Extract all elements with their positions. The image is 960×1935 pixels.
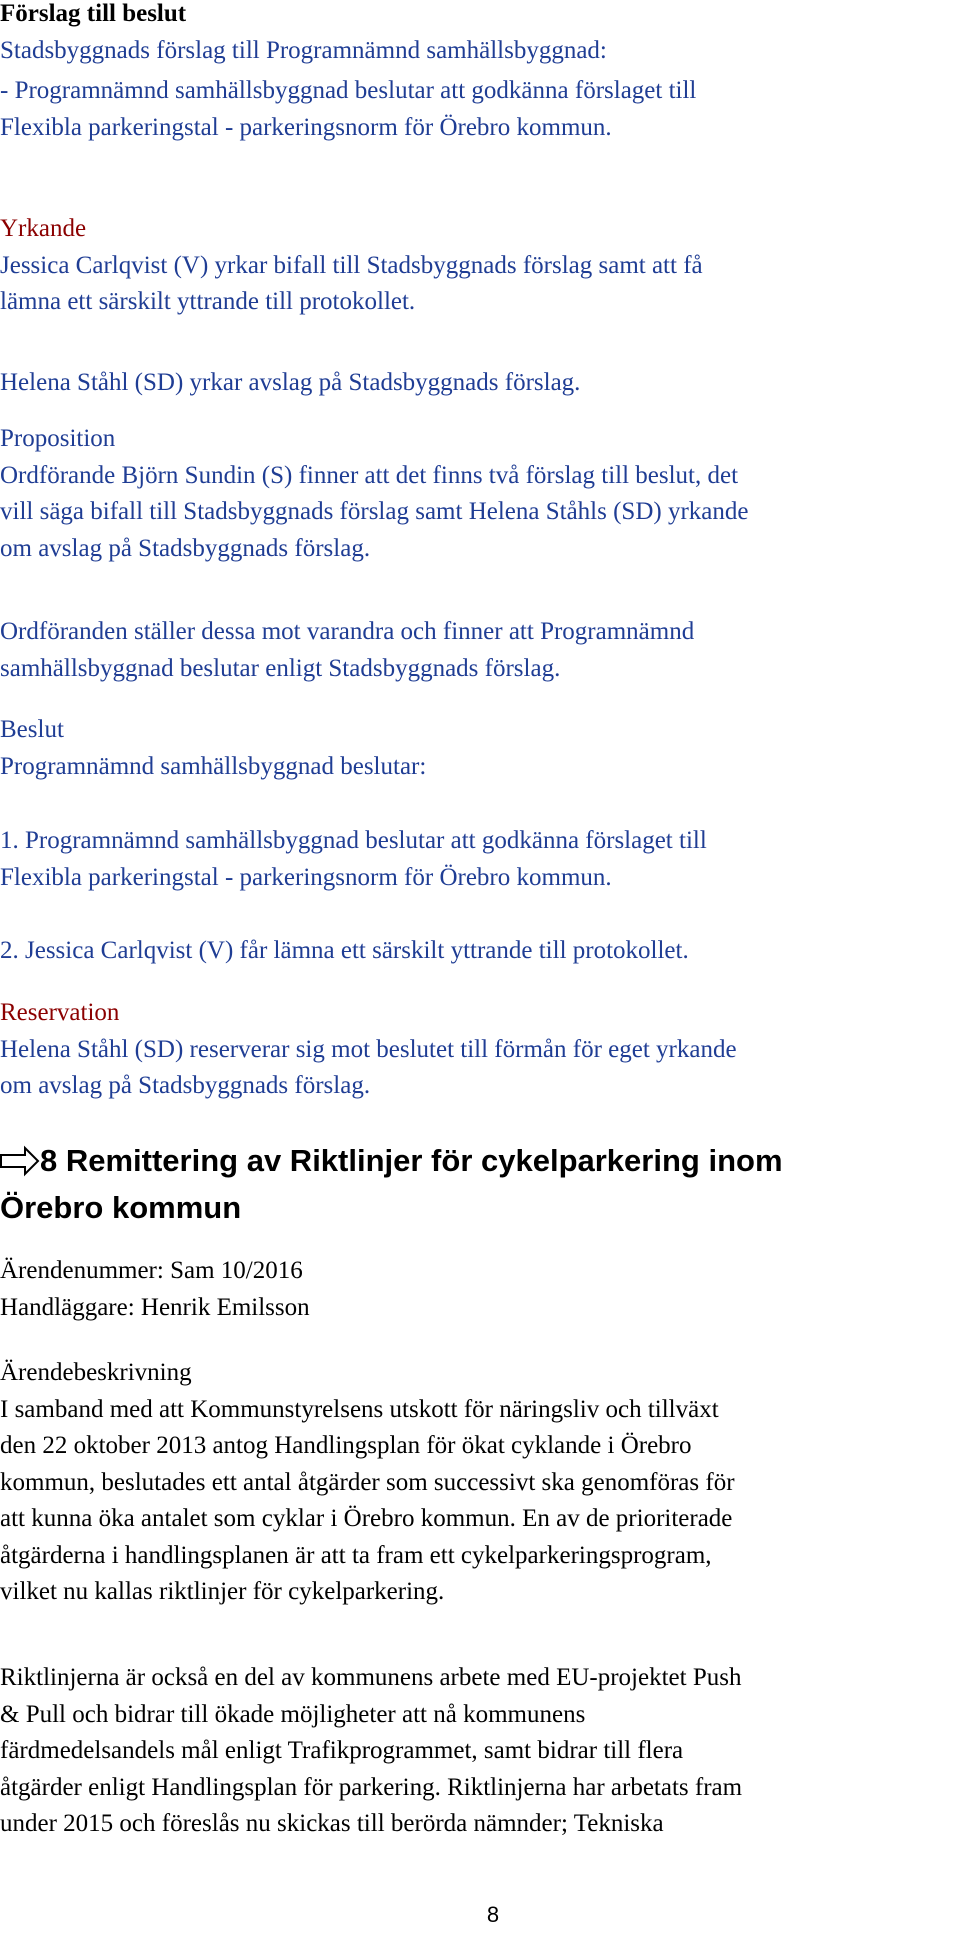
beslut-item2 (0, 933, 950, 970)
arendebeskrivning-line: åtgärderna i handlingsplanen är att ta fram ett cykelparkeringsprogram, (0, 1541, 712, 1569)
yrkande-line: Jessica Carlqvist (V) yrkar bifall till Stadsbyggnads förslag samt att få (0, 251, 703, 279)
yrkande-para2 (0, 365, 950, 402)
proposition-line: vill säga bifall till Stadsbyggnads förslag samt Helena Ståhls (SD) yrkande (0, 498, 749, 525)
yrkande-section (0, 211, 950, 321)
arendebeskrivning-line: åtgärder enligt Handlingsplan för parkering. Riktlinjerna har arbetats fram (0, 1773, 743, 1801)
case-meta (0, 1253, 950, 1326)
reservation-line: om avslag på Stadsbyggnads förslag. (0, 1072, 371, 1099)
arendebeskrivning-line: att kunna öka antalet som cyklar i Örebro kommun. En av de prioriterade (0, 1505, 733, 1532)
proposition-heading: Proposition (0, 425, 116, 452)
proposition-line: Ordförande Björn Sundin (S) finner att det finns två förslag till beslut, det (0, 461, 739, 489)
forslag-line: Flexibla parkeringstal - parkeringsnorm för Örebro kommun. (0, 113, 612, 141)
reservation-heading: Reservation (0, 999, 120, 1026)
beslut-line: Flexibla parkeringstal - parkeringsnorm för Örebro kommun. (0, 863, 612, 891)
proposition-line: Ordföranden ställer dessa mot varandra och finner att Programnämnd (0, 618, 695, 645)
arendebeskrivning-line: den 22 oktober 2013 antog Handlingsplan för ökat cyklande i Örebro (0, 1432, 692, 1459)
arendebeskrivning-para2 (0, 1660, 950, 1843)
arendebeskrivning-line: kommun, beslutades ett antal åtgärder som successivt ska genomföras för (0, 1468, 735, 1496)
arendebeskrivning-heading: Ärendebeskrivning (0, 1359, 192, 1386)
beslut-line: 1. Programnämnd samhällsbyggnad beslutar att godkänna förslaget till (0, 827, 707, 854)
yrkande-line: lämna ett särskilt yttrande till protokollet. (0, 288, 416, 315)
arrow-right-icon (0, 1145, 40, 1177)
agenda-title-line1 (0, 1137, 950, 1184)
agenda-title-line2: Örebro kommun (0, 1190, 242, 1225)
page-number: 8 (486, 1902, 500, 1927)
arendebeskrivning-section (0, 1355, 950, 1611)
beslut-intro: Programnämnd samhällsbyggnad beslutar: (0, 752, 427, 780)
proposition-para2 (0, 614, 950, 687)
forslag-intro: Stadsbyggnads förslag till Programnämnd samhällsbyggnad: (0, 36, 607, 64)
proposition-line: om avslag på Stadsbyggnads förslag. (0, 534, 371, 562)
arendebeskrivning-line: under 2015 och föreslås nu skickas till berörda nämnder; Tekniska (0, 1810, 664, 1837)
agenda-title-text: 8 Remittering av Riktlinjer för cykelparkering inom (40, 1143, 783, 1178)
arendebeskrivning-line: vilket nu kallas riktlinjer för cykelparkering. (0, 1578, 445, 1605)
proposition-section (0, 421, 950, 567)
forslag-section (0, 0, 950, 69)
arendenummer: Ärendenummer: Sam 10/2016 (0, 1257, 303, 1284)
forslag-heading: Förslag till beslut (0, 0, 187, 27)
beslut-heading: Beslut (0, 716, 64, 743)
agenda-item-title (0, 1137, 950, 1231)
yrkande-line: Helena Ståhl (SD) yrkar avslag på Stadsbyggnads förslag. (0, 369, 581, 396)
arendebeskrivning-line: & Pull och bidrar till ökade möjligheter att nå kommunens (0, 1700, 586, 1728)
arendebeskrivning-line: I samband med att Kommunstyrelsens utskott för näringsliv och tillväxt (0, 1395, 719, 1423)
yrkande-heading: Yrkande (0, 215, 87, 242)
forslag-proposal (0, 73, 950, 146)
arendebeskrivning-line: färdmedelsandels mål enligt Trafikprogrammet, samt bidrar till flera (0, 1737, 684, 1764)
beslut-section (0, 712, 950, 785)
handlaggare: Handläggare: Henrik Emilsson (0, 1293, 310, 1321)
arendebeskrivning-line: Riktlinjerna är också en del av kommunens arbete med EU-projektet Push (0, 1664, 742, 1691)
beslut-line: 2. Jessica Carlqvist (V) får lämna ett särskilt yttrande till protokollet. (0, 937, 689, 964)
forslag-line: - Programnämnd samhällsbyggnad beslutar att godkänna förslaget till (0, 77, 697, 104)
proposition-line: samhällsbyggnad beslutar enligt Stadsbyggnads förslag. (0, 654, 561, 682)
reservation-line: Helena Ståhl (SD) reserverar sig mot beslutet till förmån för eget yrkande (0, 1035, 737, 1063)
beslut-item1 (0, 823, 950, 896)
reservation-section (0, 995, 950, 1105)
